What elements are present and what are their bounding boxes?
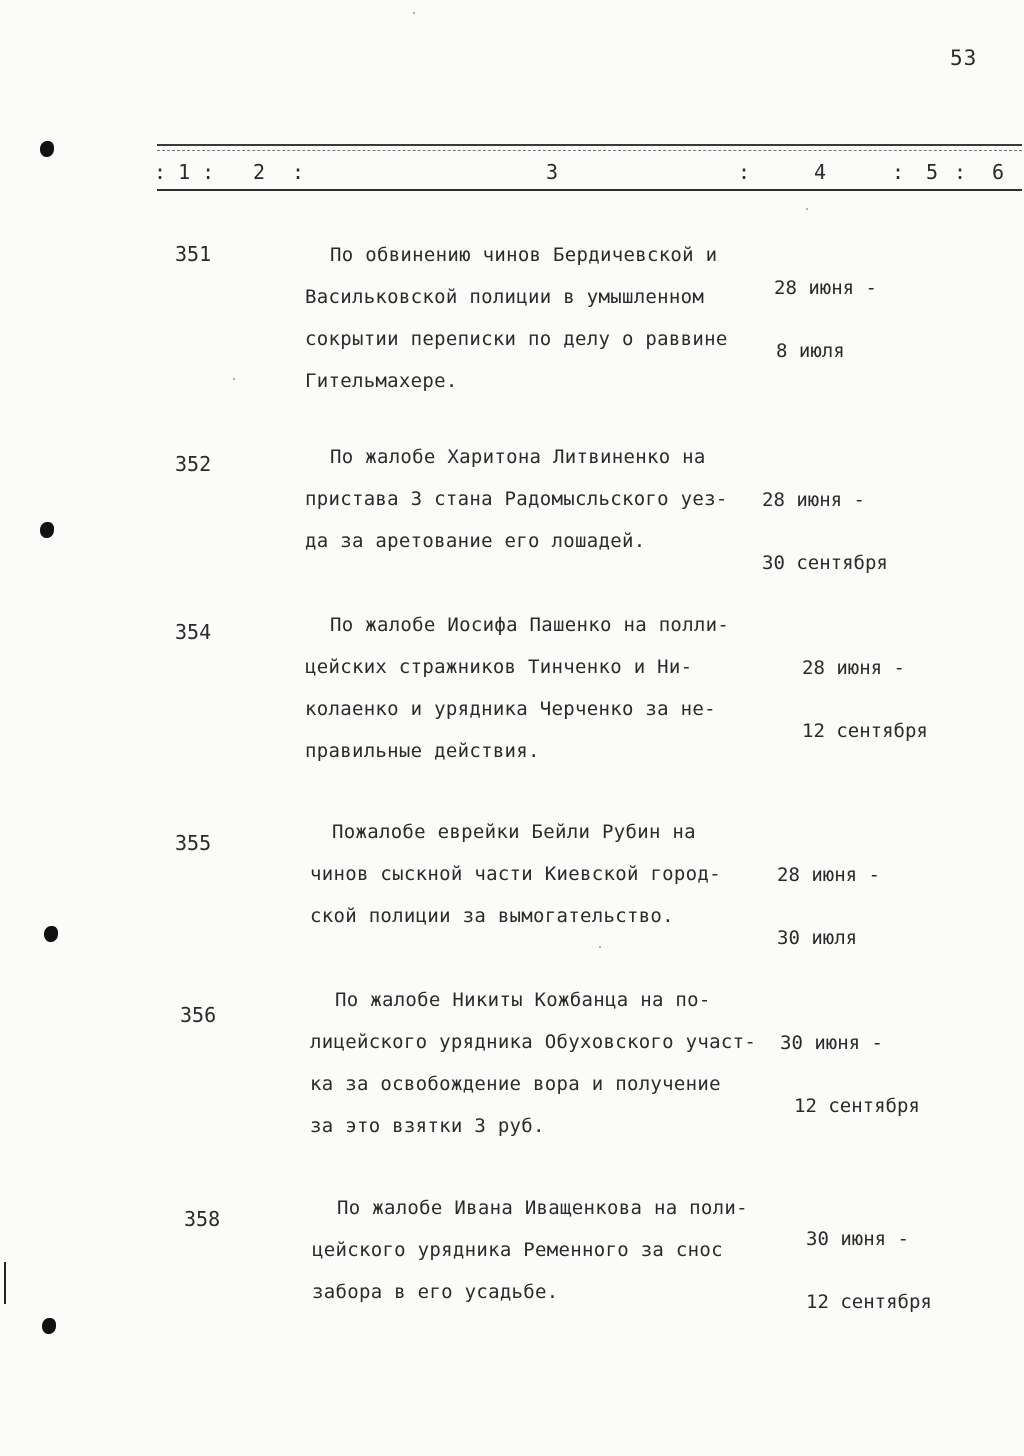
header-rule-bottom	[157, 189, 1022, 191]
column-3-label: 3	[546, 160, 559, 184]
punch-hole	[42, 1318, 56, 1334]
speck	[233, 378, 235, 380]
punch-hole	[40, 141, 54, 157]
entry-description	[312, 1187, 782, 1313]
header-rule-top	[157, 144, 1022, 146]
text-line: да за аретование его лошадей.	[305, 530, 646, 552]
column-separator: :	[292, 160, 305, 184]
date-end: 8 июля	[776, 340, 845, 362]
text-line: Гительмахере.	[305, 370, 458, 392]
text-line: колаенко и урядника Черченко за не-	[305, 698, 716, 720]
text-line: Васильковской полиции в умышленном	[305, 286, 705, 308]
date-end: 12 сентября	[806, 1291, 932, 1313]
text-line: По обвинению чинов Бердичевской и	[330, 244, 718, 266]
punch-hole	[40, 522, 54, 538]
text-line: По жалобе Никиты Кожбанца на по-	[335, 989, 711, 1011]
speck	[413, 12, 415, 14]
date-start: 28 июня -	[762, 489, 865, 511]
date-start: 30 июня -	[780, 1032, 883, 1054]
date-end: 30 июля	[777, 927, 858, 949]
column-separator: :	[892, 160, 905, 184]
entry-dates	[780, 991, 920, 1159]
punch-hole	[44, 926, 58, 942]
text-line: Пожалобе еврейки Бейли Рубин на	[332, 821, 696, 843]
entry-number: 354	[175, 620, 212, 644]
date-end: 12 сентября	[794, 1095, 920, 1117]
text-line: за это взятки 3 руб.	[310, 1115, 545, 1137]
column-separator: :	[954, 160, 967, 184]
column-6-label: 6	[992, 160, 1005, 184]
speck	[806, 208, 808, 210]
column-separator: :	[738, 160, 751, 184]
entry-description	[305, 436, 775, 562]
column-1-label: : 1 :	[154, 160, 215, 184]
entry-dates	[774, 236, 877, 404]
entry-dates	[777, 823, 880, 991]
text-line: ка за освобождение вора и получение	[310, 1073, 721, 1095]
text-line: лицейского урядника Обуховского участ-	[310, 1031, 757, 1053]
date-end: 30 сентября	[762, 552, 888, 574]
text-line: По жалобе Иосифа Пашенко на полли-	[330, 614, 730, 636]
speck	[599, 946, 601, 948]
entry-number: 351	[175, 242, 212, 266]
text-line: сокрытии переписки по делу о раввине	[305, 328, 728, 350]
date-start: 28 июня -	[777, 864, 880, 886]
entry-dates	[762, 448, 888, 616]
text-line: По жалобе Харитона Литвиненко на	[330, 446, 706, 468]
entry-number: 356	[180, 1003, 217, 1027]
date-start: 28 июня -	[774, 277, 877, 299]
text-line: пристава 3 стана Радомысльского уез-	[305, 488, 728, 510]
entry-number: 352	[175, 452, 212, 476]
entry-description	[305, 604, 775, 772]
entry-description	[310, 811, 780, 937]
table-column-header	[150, 160, 1020, 186]
header-rule-top-dashed	[157, 150, 1022, 151]
column-4-label: 4	[814, 160, 827, 184]
entry-number: 355	[175, 831, 212, 855]
entry-dates	[802, 616, 928, 784]
entry-description	[310, 979, 780, 1147]
margin-mark	[4, 1262, 6, 1304]
entry-number: 358	[184, 1207, 221, 1231]
entry-description	[305, 234, 775, 402]
entry-dates	[806, 1187, 932, 1355]
date-start: 30 июня -	[806, 1228, 909, 1250]
text-line: По жалобе Ивана Иващенкова на поли-	[337, 1197, 748, 1219]
text-line: цейских стражников Тинченко и Ни-	[305, 656, 693, 678]
date-start: 28 июня -	[802, 657, 905, 679]
text-line: забора в его усадьбе.	[312, 1281, 559, 1303]
text-line: ской полиции за вымогательство.	[310, 905, 674, 927]
column-5-label: 5	[926, 160, 939, 184]
date-end: 12 сентября	[802, 720, 928, 742]
page-number: 53	[950, 46, 978, 70]
column-2-label: 2	[253, 160, 266, 184]
text-line: чинов сыскной части Киевской город-	[310, 863, 721, 885]
text-line: цейского урядника Ременного за снос	[312, 1239, 723, 1261]
text-line: правильные действия.	[305, 740, 540, 762]
